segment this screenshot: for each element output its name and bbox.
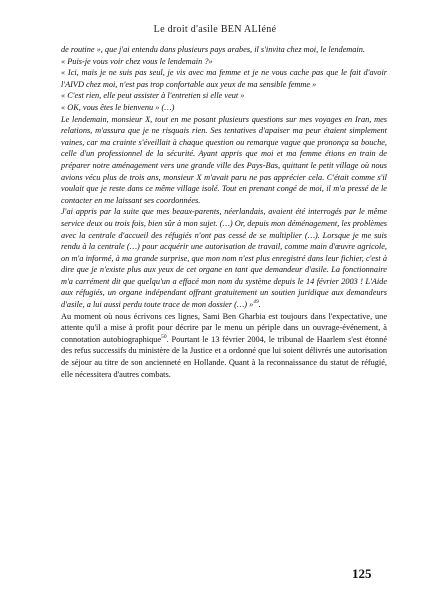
paragraph: de routine », que j'ai entendu dans plusieurs pays arabes, il s'invita chez moi, le lendemain.: [61, 45, 365, 54]
paragraph: Le lendemain, monsieur X, tout en me posant plusieurs questions sur mes voyages en Iran, mes relations, m'assura que je ne risquais rien. Ses tentatives d'apaiser ma peur étaient simplement vaines, car ma crainte s'éveillait à chaque question ou remarque vague que prononça sa bouche, celle d'un professionnel de la sécurité. Ayant appris que moi et ma femme étions en train de préparer notre aménagement vers une grande ville des Pays-Bas, quittant le petit village où nous avions vécu plus de trois ans, monsieur X m'avait paru ne pas apprécier cela. C'était comme s'il voulait que je reste dans ce même village isolé. Tout en prenant congé de moi, il m'a pressé de le contacter en me laissant ses coordonnées.: [61, 114, 387, 205]
paragraph-suffix: . Pourtant le 13 février 2004, le tribunal de Haarlem s'est étonné des refus successifs du ministère de la Justice et a ordonné que lui soient délivrés une autorisation de séjour au titre de son ancienneté en Hollande. Quant à la reconnaissance du statut de réfugié, elle nécessitera d'autres combats.: [61, 334, 388, 379]
paragraph: [61, 206, 387, 310]
page-number: 125: [352, 566, 372, 581]
paragraph: « OK, vous êtes le bienvenu » (…): [61, 102, 175, 112]
paragraph: « Ici, mais je ne suis pas seul, je vis avec ma femme et je ne vous cache pas que le fait d'avoir l'AIVD chez moi, n'est pas trop confortable aux yeux de ma sensible femme »: [61, 68, 387, 89]
paragraph-text: Au moment où nous écrivons ces lignes, Sami Ben Gharbia est toujours dans l'expectative, une attente qu'il a mise à profit pour décrire par le menu un périple dans un ouvrage-événement, à connotation autobiographique: [61, 311, 387, 344]
paragraph-suffix: .: [258, 300, 261, 310]
paragraph: [61, 311, 387, 381]
body-text: [61, 44, 387, 380]
footnote-ref: 50: [161, 334, 167, 341]
footnote-ref: 49: [253, 299, 259, 306]
paragraph: « Puis-je vous voir chez vous le lendemain ?»: [61, 56, 213, 66]
paragraph-text: J'ai appris par la suite que mes beaux-parents, néerlandais, avaient été interrogés par le même service deux ou trois fois, bien sûr à mon sujet. (…) Or, depuis mon déménagement, les problèmes avec la centrale d'accueil des réfugiés n'ont pas cessé de se multiplier (…). Lorsque je me suis rendu à la centrale (…) pour acquérir une autorisation de travail, comme main d'œuvre agricole, on m'a informé, à ma grande surprise, que mon nom n'est plus enregistré dans leur fichier, c'est à dire que je n'existe plus aux yeux de cet organe en tant que demandeur d'asile. La fonctionnaire m'a carrément dit que quelqu'un a effacé mon nom du système depuis le 14 février 2003 ! L'Aide aux réfugiés, un organe indépendant offrant gratuitement un soutien juridique aux demandeurs d'asile, a lui aussi perdu toute trace de mon dossier (…) »: [61, 207, 387, 310]
running-header: Le droit d'asile BEN ALIéné: [153, 24, 277, 35]
paragraph: « C'est rien, elle peut assister à l'entretien si elle veut »: [61, 91, 245, 101]
